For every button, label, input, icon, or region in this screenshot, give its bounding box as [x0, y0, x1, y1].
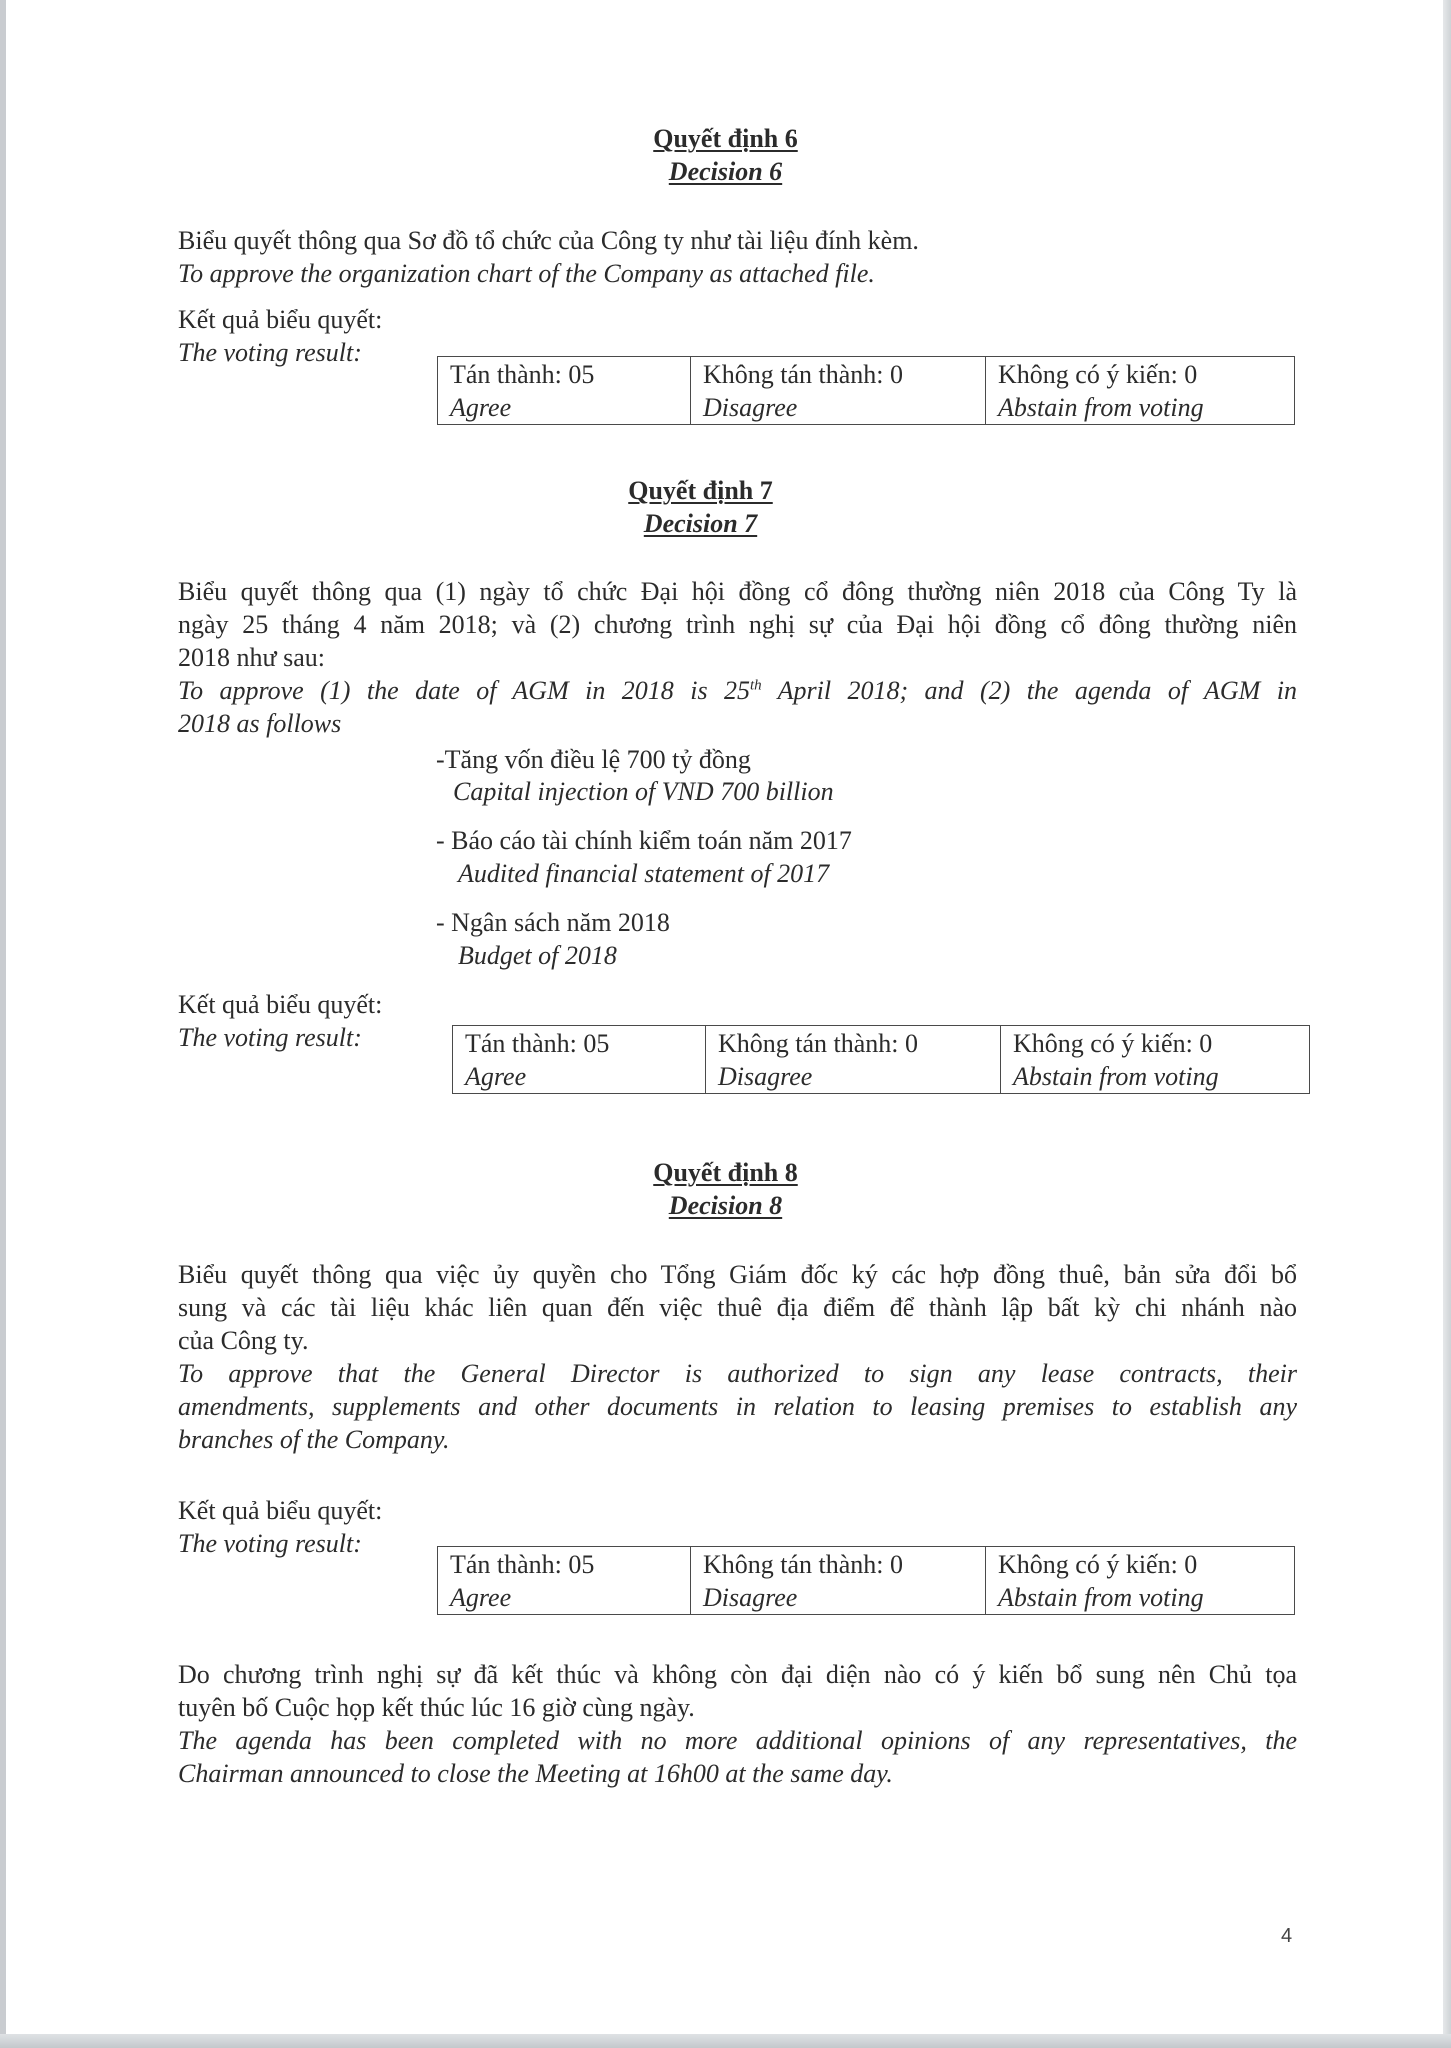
decision-6-body-en	[178, 257, 1297, 290]
voting-result-label-en: The voting result:	[178, 338, 362, 367]
decision-6-body-vi	[178, 224, 1297, 257]
text-line: Biểu quyết thông qua Sơ đồ tổ chức của Công ty như tài liệu đính kèm.	[178, 226, 919, 255]
closing-vi	[178, 1658, 1297, 1724]
vote-disagree-count: Không tán thành: 0	[703, 360, 904, 389]
text-line: 2018 as follows	[178, 709, 342, 738]
vote-disagree-label: Disagree	[718, 1062, 813, 1091]
vote-abstain-cell	[1001, 1026, 1310, 1094]
vote-abstain-label: Abstain from voting	[998, 393, 1204, 422]
text-fragment: April 2018; and (2) the agenda of AGM in	[761, 676, 1297, 705]
decision-8-title-en: Decision 8	[668, 1191, 783, 1220]
vote-disagree-cell	[706, 1026, 1001, 1094]
vote-agree-count: Tán thành: 05	[450, 1550, 595, 1579]
decision-8-body-vi	[178, 1258, 1297, 1357]
vote-disagree-cell	[691, 357, 986, 425]
vote-agree-cell	[453, 1026, 706, 1094]
vote-disagree-label: Disagree	[703, 1583, 798, 1612]
voting-result-table	[437, 356, 1295, 425]
text-line	[178, 674, 1297, 707]
text-line: Chairman announced to close the Meeting at 16h00 at the same day.	[178, 1759, 893, 1788]
vote-disagree-count: Không tán thành: 0	[718, 1029, 919, 1058]
vote-abstain-count: Không có ý kiến: 0	[1013, 1029, 1213, 1058]
decision-7-body-en	[178, 674, 1297, 740]
agenda-item-en: Budget of 2018	[458, 941, 617, 970]
text-line: ngày 25 tháng 4 năm 2018; và (2) chương trình nghị sự của Đại hội đồng cổ đông thường niên	[178, 610, 1297, 639]
voting-result-table	[437, 1546, 1295, 1615]
vote-agree-cell	[438, 357, 691, 425]
vote-agree-label: Agree	[450, 1583, 512, 1612]
decision-6-title-vi: Quyết định 6	[653, 124, 798, 153]
vote-agree-count: Tán thành: 05	[450, 360, 595, 389]
decision-6-title-en: Decision 6	[668, 157, 783, 186]
voting-result-table	[452, 1025, 1310, 1094]
decision-7-title-en: Decision 7	[643, 509, 758, 538]
text-line: To approve the organization chart of the Company as attached file.	[178, 259, 875, 288]
vote-abstain-count: Không có ý kiến: 0	[998, 360, 1198, 389]
vote-abstain-cell	[986, 357, 1295, 425]
agenda-item-vi: - Báo cáo tài chính kiểm toán năm 2017	[436, 826, 852, 855]
text-line: The agenda has been completed with no more additional opinions of any representatives, the	[178, 1726, 1297, 1755]
decision-8-body-en	[178, 1357, 1297, 1456]
vote-agree-count: Tán thành: 05	[465, 1029, 610, 1058]
vote-abstain-label: Abstain from voting	[998, 1583, 1204, 1612]
decision-8-title-vi: Quyết định 8	[653, 1158, 798, 1187]
text-line: branches of the Company.	[178, 1425, 450, 1454]
vote-abstain-count: Không có ý kiến: 0	[998, 1550, 1198, 1579]
decision-7-title-vi: Quyết định 7	[628, 476, 773, 505]
voting-result-label-en: The voting result:	[178, 1023, 362, 1052]
vote-abstain-label: Abstain from voting	[1013, 1062, 1219, 1091]
text-line: Biểu quyết thông qua (1) ngày tổ chức Đại hội đồng cổ đông thường niên 2018 của Công Ty là	[178, 577, 1297, 606]
voting-result-label-vi: Kết quả biểu quyết:	[178, 305, 383, 334]
voting-result-label-en: The voting result:	[178, 1529, 362, 1558]
text-line: amendments, supplements and other documents in relation to leasing premises to establish any	[178, 1392, 1297, 1421]
vote-agree-label: Agree	[465, 1062, 527, 1091]
decision-7-body-vi	[178, 575, 1297, 674]
page-number: 4	[1281, 1925, 1293, 1947]
vote-abstain-cell	[986, 1547, 1295, 1615]
page-edge-bottom	[0, 2034, 1451, 2048]
text-line: Biểu quyết thông qua việc ủy quyền cho Tổng Giám đốc ký các hợp đồng thuê, bản sửa đổi bổ	[178, 1260, 1297, 1289]
vote-disagree-cell	[691, 1547, 986, 1615]
agenda-item-vi: - Ngân sách năm 2018	[436, 908, 670, 937]
closing-en	[178, 1724, 1297, 1790]
page-edge-left	[0, 0, 6, 2048]
text-line: của Công ty.	[178, 1326, 309, 1355]
text-line: sung và các tài liệu khác liên quan đến việc thuê địa điểm để thành lập bất kỳ chi nhánh nào	[178, 1293, 1297, 1322]
vote-disagree-label: Disagree	[703, 393, 798, 422]
vote-disagree-count: Không tán thành: 0	[703, 1550, 904, 1579]
voting-result-label-vi: Kết quả biểu quyết:	[178, 1496, 383, 1525]
text-line: To approve that the General Director is authorized to sign any lease contracts, their	[178, 1359, 1297, 1388]
voting-result-label-vi: Kết quả biểu quyết:	[178, 990, 383, 1019]
text-fragment: To approve (1) the date of AGM in 2018 is 25	[178, 676, 750, 705]
agenda-item-vi: -Tăng vốn điều lệ 700 tỷ đồng	[436, 745, 751, 774]
text-line: 2018 như sau:	[178, 643, 325, 672]
text-line: Do chương trình nghị sự đã kết thúc và không còn đại diện nào có ý kiến bổ sung nên Chủ tọa	[178, 1660, 1297, 1689]
vote-agree-label: Agree	[450, 393, 512, 422]
text-line: tuyên bố Cuộc họp kết thúc lúc 16 giờ cùng ngày.	[178, 1693, 695, 1722]
page-edge-right	[1443, 0, 1451, 2048]
agenda-item-en: Audited financial statement of 2017	[458, 859, 830, 888]
agenda-item-en: Capital injection of VND 700 billion	[453, 777, 834, 806]
vote-agree-cell	[438, 1547, 691, 1615]
ordinal-superscript: th	[749, 677, 762, 694]
